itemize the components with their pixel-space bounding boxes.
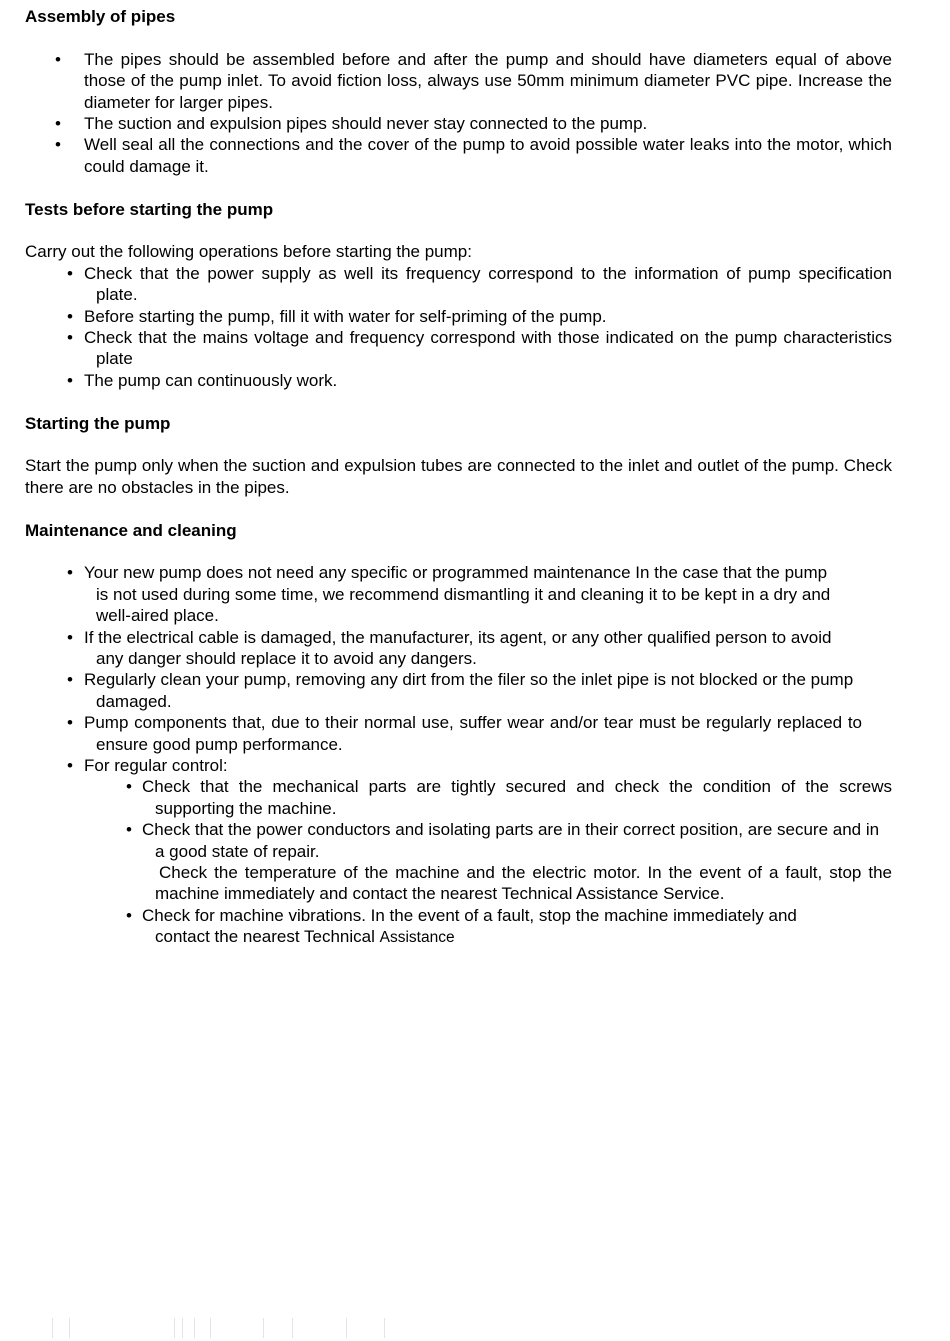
document-page — [25, 6, 892, 949]
bullet-icon: • — [67, 370, 73, 390]
list-item: • For regular control: — [67, 756, 228, 776]
assistance-word: Assistance — [379, 929, 455, 947]
bullet-icon: • — [67, 263, 73, 283]
heading-starting-the-pump: Starting the pump — [25, 413, 171, 433]
tests-list — [25, 263, 892, 391]
list-item: • Check for machine vibrations. In the event of a fault, stop the machine immediately and contact the nearest Technical Assistance — [126, 905, 797, 947]
heading-tests-before-starting: Tests before starting the pump — [25, 199, 274, 219]
bullet-icon: • — [67, 756, 73, 776]
list-item: • The pipes should be assembled before and after the pump and should have diameters equal of above those of the pump inlet. To avoid fiction loss, always use 50mm minimum diameter PVC pipe. Increase the diameter for larger pipes. — [25, 49, 892, 113]
list-item: • Check that the power supply as well its frequency correspond to the information of pump specification plate. — [67, 263, 892, 305]
bullet-icon: • — [126, 777, 132, 797]
heading-maintenance-and-cleaning: Maintenance and cleaning — [25, 520, 237, 540]
list-item: • Pump components that, due to their normal use, suffer wear and/or tear must be regularly replaced to ensure good pump performance. — [67, 713, 862, 754]
bullet-icon: • — [67, 563, 73, 583]
regular-control-list — [25, 776, 892, 862]
list-item: • The suction and expulsion pipes should never stay connected to the pump. — [25, 113, 892, 134]
tests-intro: Carry out the following operations before starting the pump: — [25, 242, 472, 262]
bullet-icon: • — [126, 905, 132, 925]
bullet-icon: • — [67, 627, 73, 647]
scan-artifacts — [0, 1318, 950, 1340]
list-item: • If the electrical cable is damaged, the manufacturer, its agent, or any other qualified person to avoid any danger should replace it to avoid any dangers. — [67, 627, 832, 669]
list-item: • Check that the mechanical parts are tightly secured and check the condition of the screws supporting the machine. — [126, 777, 892, 818]
bullet-icon: • — [67, 670, 73, 690]
bullet-icon: • — [67, 328, 73, 348]
list-item: • Regularly clean your pump, removing any dirt from the filer so the inlet pipe is not blocked or the pump damaged. — [67, 670, 854, 711]
bullet-icon: • — [67, 713, 73, 733]
list-item: • Before starting the pump, fill it with water for self-priming of the pump. — [67, 306, 607, 326]
list-item: • Check that the power conductors and isolating parts are in their correct position, are secure and in a good state of repair. — [126, 820, 880, 861]
regular-control-list-continued — [25, 905, 892, 949]
bullet-icon: • — [126, 820, 132, 840]
list-item: • Well seal all the connections and the cover of the pump to avoid possible water leaks into the motor, which could damage it. — [25, 134, 892, 177]
bullet-icon: • — [67, 306, 73, 326]
temperature-check-text: Check the temperature of the machine and the electric motor. In the event of a fault, stop the machine immediately and contact the nearest Technical Assistance Service. — [155, 863, 892, 904]
heading-assembly-of-pipes: Assembly of pipes — [25, 7, 176, 26]
assembly-list — [25, 49, 892, 177]
list-item: • The pump can continuously work. — [67, 370, 338, 390]
list-item: • Check that the mains voltage and frequency correspond with those indicated on the pump characteristics plate — [67, 328, 892, 369]
starting-paragraph: Start the pump only when the suction and expulsion tubes are connected to the inlet and outlet of the pump. Check there are no obstacles in the pipes. — [25, 456, 892, 497]
list-item: • Your new pump does not need any specific or programmed maintenance In the case that the pump is not used during some time, we recommend dismantling it and cleaning it to be kept in a dry and well-aired place. — [67, 563, 831, 626]
maintenance-list — [25, 562, 892, 776]
